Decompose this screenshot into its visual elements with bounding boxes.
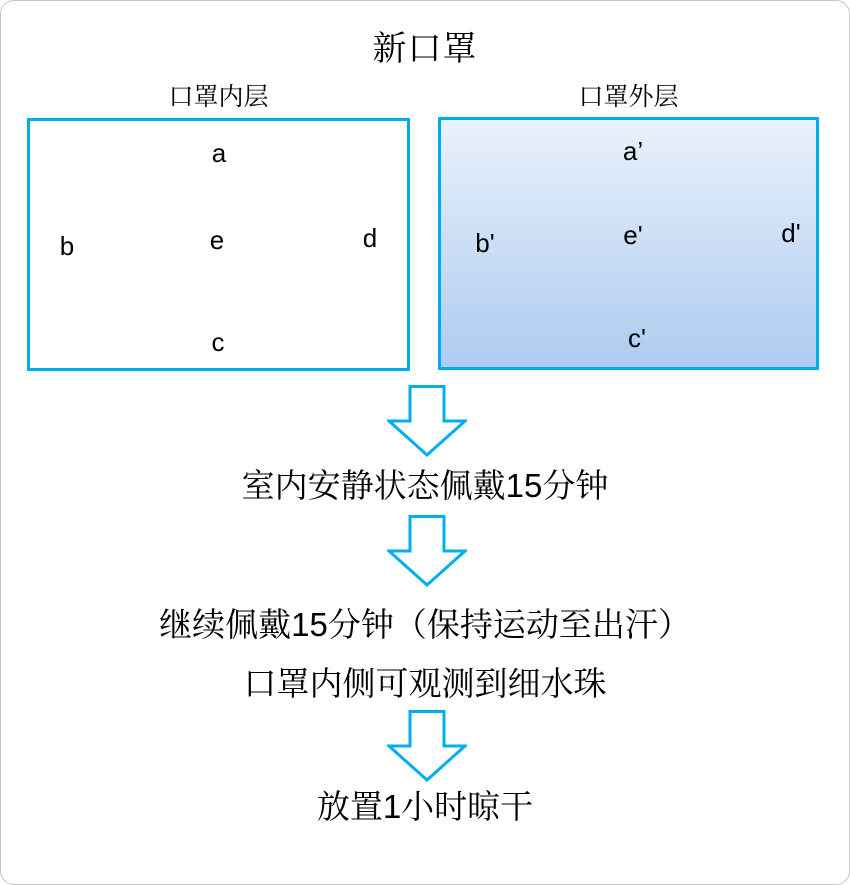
down-arrow-icon [387,515,467,587]
down-arrow-icon [387,710,467,782]
point-inner-e: e [209,225,225,255]
step-text-1: 室内安静状态佩戴15分钟 [241,467,609,504]
point-outer-e-prime: e' [623,220,643,250]
inner-layer-label: 口罩内层 [168,83,269,111]
inner-layer-panel [27,118,410,371]
step-text-3: 口罩内侧可观测到细水珠 [243,665,607,702]
outer-layer-label: 口罩外层 [578,83,679,111]
point-outer-c-prime: c' [628,323,646,353]
point-inner-d: d [362,223,378,253]
point-outer-a-prime: a’ [622,136,644,166]
down-arrow-icon [387,385,467,457]
point-inner-a: a [211,138,227,168]
page-title: 新口罩 [372,30,478,68]
outer-layer-panel [438,117,819,370]
point-outer-b-prime: b' [475,228,495,258]
point-outer-d-prime: d' [781,218,801,248]
step-text-4: 放置1小时晾干 [316,788,534,825]
step-text-2: 继续佩戴15分钟（保持运动至出汗） [159,606,691,643]
point-inner-c: c [211,327,225,357]
point-inner-b: b [59,231,75,261]
